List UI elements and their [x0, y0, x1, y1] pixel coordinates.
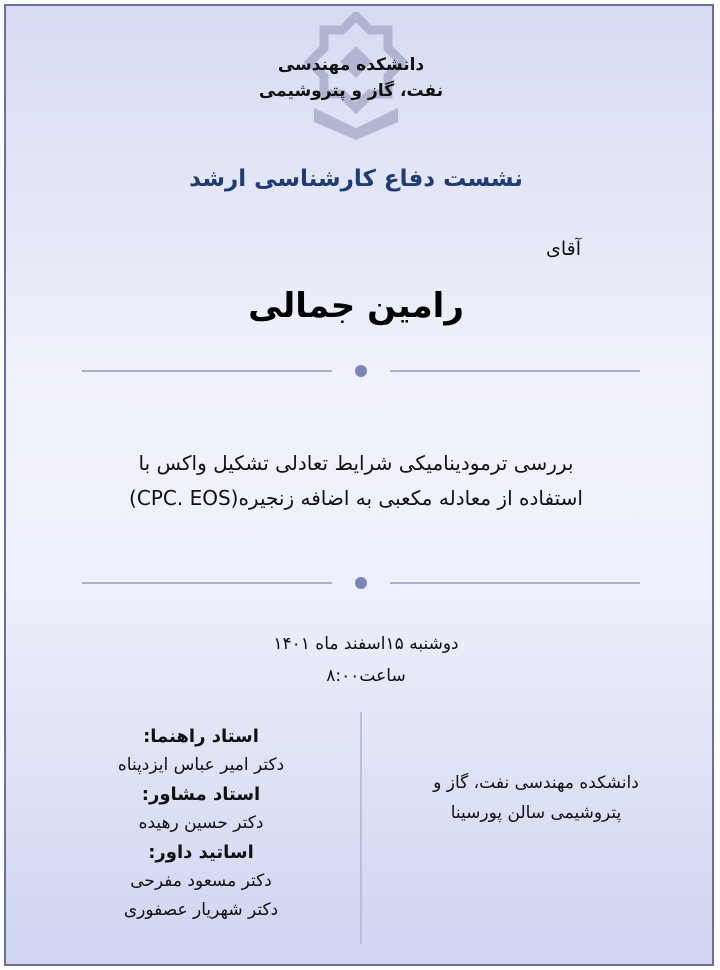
defense-poster	[4, 4, 714, 966]
divider-dot-icon	[355, 577, 367, 589]
divider-line	[82, 582, 332, 584]
student-name: رامین جمالی	[248, 286, 464, 326]
venue-line-2: پتروشیمی سالن پورسینا	[450, 803, 622, 823]
divider-dot-icon	[355, 365, 367, 377]
supervisor-label: استاد راهنما:	[143, 726, 259, 747]
venue-line-1: دانشکده مهندسی نفت، گاز و	[433, 773, 639, 793]
faculty-name-line-1: دانشکده مهندسی	[277, 55, 425, 75]
referee-name: دکتر مسعود مفرحی	[130, 871, 272, 891]
thesis-title	[86, 446, 626, 516]
committee-list	[66, 722, 336, 925]
ornamental-divider	[82, 576, 640, 590]
thesis-title-line-1: بررسی ترمودینامیکی شرایط تعادلی تشکیل واکس با	[138, 451, 574, 475]
defense-time: ساعت۸:۰۰	[326, 666, 406, 686]
event-title: نشست دفاع کارشناسی ارشد	[189, 166, 523, 192]
defense-date: دوشنبه ۱۵اسفند ماه ۱۴۰۱	[273, 634, 459, 654]
referee-name: دکتر شهریار عصفوری	[123, 900, 279, 920]
thesis-title-line-2: استفاده از معادله مکعبی به اضافه زنجیره(CPC. EOS)	[129, 486, 583, 510]
faculty-name-line-2: نفت، گاز و پتروشیمی	[258, 81, 444, 101]
referees-label: اساتید داور:	[148, 842, 254, 863]
divider-line	[82, 370, 332, 372]
date-time	[216, 628, 516, 692]
salutation: آقای	[545, 238, 581, 260]
divider-line	[390, 370, 640, 372]
vertical-divider	[360, 712, 362, 944]
advisor-label: استاد مشاور:	[141, 784, 261, 805]
divider-line	[390, 582, 640, 584]
venue	[396, 768, 676, 828]
supervisor-name: دکتر امیر عباس ایزدپناه	[117, 755, 285, 775]
advisor-name: دکتر حسین رهیده	[138, 813, 264, 833]
faculty-name	[236, 52, 466, 104]
ornamental-divider	[82, 364, 640, 378]
